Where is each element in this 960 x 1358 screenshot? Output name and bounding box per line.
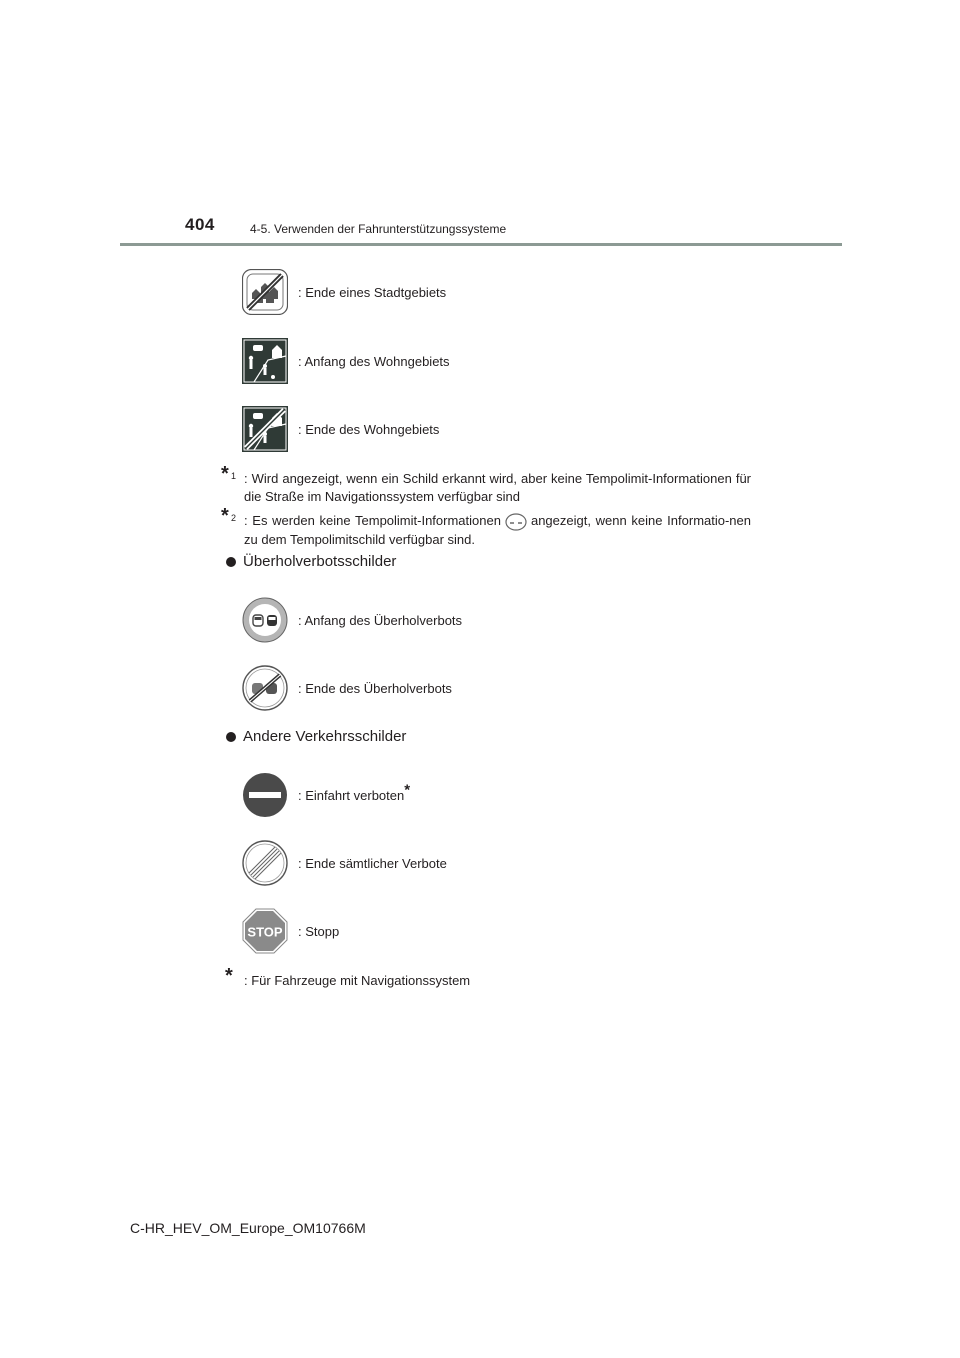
sign-label-text: : Einfahrt verboten (298, 787, 405, 803)
sign-row-no-entry (242, 771, 410, 819)
footnote-2 (221, 505, 752, 549)
sign-row-no-overtaking-end (242, 664, 452, 712)
footnote-number: 1 (231, 471, 237, 481)
sign-row-residential-start (242, 337, 450, 385)
sign-label: : Stopp (298, 923, 340, 939)
stop-sign-icon (242, 908, 288, 954)
sign-row-end-of-city-area (242, 268, 446, 316)
sign-label: : Ende eines Stadtgebiets (298, 284, 447, 300)
document-id: C-HR_HEV_OM_Europe_OM10766M (130, 1220, 366, 1236)
footnote-text-after: angezeigt, wenn keine Informatio-nen zu dem Tempolimitschild verfügbar sind. (244, 513, 752, 547)
no-entry-icon (242, 772, 288, 818)
footnote-text: : Für Fahrzeuge mit Navigationssystem (244, 973, 471, 988)
footnote-mark: * (404, 781, 411, 799)
footnote-navigation (221, 965, 751, 990)
sign-row-no-overtaking-start (242, 596, 462, 644)
sign-label: : Ende sämtlicher Verbote (298, 855, 447, 871)
sign-label: : Anfang des Wohngebiets (298, 353, 450, 369)
footnote-text: : Wird angezeigt, wenn ein Schild erkannt wird, aber keine Tempolimit-Informationen für die Straße im Navigationssystem verfügbar sind (244, 471, 751, 504)
footnote-mark: * (225, 965, 233, 987)
no-speed-limit-info-icon (505, 513, 527, 531)
footnote-mark: * (221, 463, 229, 485)
end-of-city-area-icon (242, 269, 288, 315)
no-overtaking-end-icon (242, 665, 288, 711)
residential-area-end-icon (242, 406, 288, 452)
sign-row-stop (242, 907, 339, 955)
sign-row-end-of-restrictions (242, 839, 447, 887)
heading-overtaking (226, 553, 396, 570)
sign-label: : Anfang des Überholverbots (298, 612, 463, 628)
sign-label: : Ende des Wohngebiets (298, 421, 440, 437)
footnote-mark: * (221, 505, 229, 527)
header-rule (120, 243, 842, 246)
bullet-icon (226, 732, 236, 742)
stop-sign-text: STOP (247, 924, 283, 940)
page-number: 404 (185, 215, 215, 234)
footnote-text (221, 512, 751, 549)
footnote-number: 2 (231, 513, 237, 523)
heading-text: Überholverbotsschilder (243, 553, 397, 570)
footnote-1 (221, 463, 751, 506)
section-title: 4-5. Verwenden der Fahrunterstützungssysteme (250, 222, 507, 236)
footnote-text-before: : Es werden keine Tempolimit-Informationen (244, 513, 501, 528)
residential-area-start-icon (242, 338, 288, 384)
sign-label (298, 781, 411, 803)
end-of-all-restrictions-icon (242, 840, 288, 886)
no-overtaking-start-icon (242, 597, 288, 643)
sign-label: : Ende des Überholverbots (298, 680, 452, 696)
heading-other-signs (226, 728, 406, 745)
sign-row-residential-end (242, 405, 439, 453)
heading-text: Andere Verkehrsschilder (243, 728, 407, 745)
bullet-icon (226, 557, 236, 567)
